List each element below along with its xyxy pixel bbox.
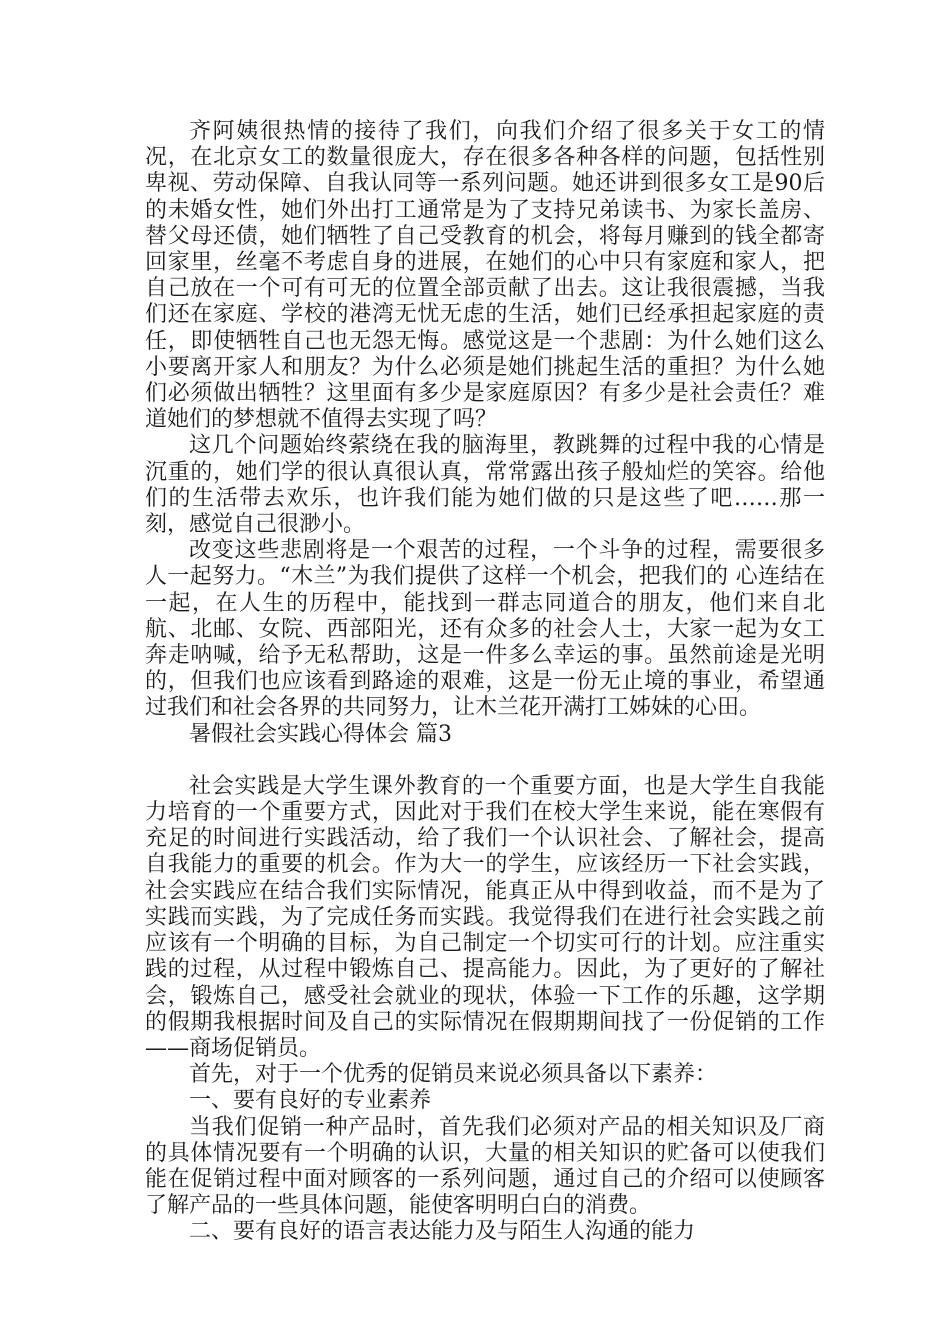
subheading-2: 二、要有良好的语言表达能力及与陌生人沟通的能力	[189, 1219, 696, 1245]
paragraph-2: 这几个问题始终萦绕在我的脑海里，教跳舞的过程中我的心情是沉重的，她们学的很认真很认真，常常露出孩子般灿烂的笑容。给他们的生活带去欢乐，也许我们能为她们做的只是这些了吧……那一刻，感觉自己很渺小。	[145, 433, 825, 538]
paragraph-6: 当我们促销一种产品时，首先我们必须对产品的相关知识及厂商的具体情况要有一个明确的认识，大量的相关知识的贮备可以使我们能在促销过程中面对顾客的一系列问题，通过自己的介绍可以使顾客了解产品的一些具体问题，能使客明明白白的消费。	[145, 1114, 825, 1219]
paragraph-1: 齐阿姨很热情的接待了我们，向我们介绍了很多关于女工的情况，在北京女工的数量很庞大，存在很多各种各样的问题，包括性别卑视、劳动保障、自我认同等一系列问题。她还讲到很多女工是90后的未婚女性，她们外出打工通常是为了支持兄弟读书、为家长盖房、替父母还债，她们牺牲了自己受教育的机会，将每月赚到的钱全都寄回家里，丝毫不考虑自身的进展，在她们的心中只有家庭和家人，把自己放在一个可有可无的位置全部贡献了出去。这让我很震撼，当我们还在家庭、学校的港湾无忧无虑的生活，她们已经承担起家庭的责任，即使牺牲自己也无怨无悔。感觉这是一个悲剧：为什么她们这么小要离开家人和朋友？为什么必须是她们挑起生活的重担？为什么她们必须做出牺牲？这里面有多少是家庭原因？有多少是社会责任？难道她们的梦想就不值得去实现了吗？	[145, 119, 825, 433]
paragraph-4: 社会实践是大学生课外教育的一个重要方面，也是大学生自我能力培育的一个重要方式，因此对于我们在校大学生来说，能在寒假有充足的时间进行实践活动，给了我们一个认识社会、了解社会，提高自我能力的重要的机会。作为大一的学生，应该经历一下社会实践，社会实践应在结合我们实际情况，能真正从中得到收益，而不是为了实践而实践，为了完成任务而实践。我觉得我们在进行社会实践之前应该有一个明确的目标，为自己制定一个切实可行的计划。应注重实践的过程，从过程中锻炼自己、提高能力。因此，为了更好的了解社会，锻炼自己，感受社会就业的现状，体验一下工作的乐趣，这学期的假期我根据时间及自己的实际情况在假期期间找了一份促销的工作——商场促销员。	[145, 773, 825, 1061]
document-body	[145, 119, 825, 1246]
blank-line	[145, 748, 825, 774]
paragraph-3: 改变这些悲剧将是一个艰苦的过程，一个斗争的过程，需要很多人一起努力。“木兰”为我们提供了这样一个机会，把我们的 心连结在一起，在人生的历程中，能找到一群志同道合的朋友，他们来自北航、北邮、女院、西部阳光，还有众多的社会人士，大家一起为女工奔走呐喊，给予无私帮助，这是一件多么幸运的事。虽然前途是光明的，但我们也应该看到路途的艰难，这是一份无止境的事业，希望通过我们和社会各界的共同努力，让木兰花开满打工姊妹的心田。	[145, 538, 825, 721]
paragraph-5: 首先，对于一个优秀的促销员来说必须具备以下素养：	[189, 1062, 718, 1088]
section-title: 暑假社会实践心得体会 篇3	[189, 721, 452, 747]
subheading-1: 一、要有良好的专业素养	[189, 1088, 432, 1114]
